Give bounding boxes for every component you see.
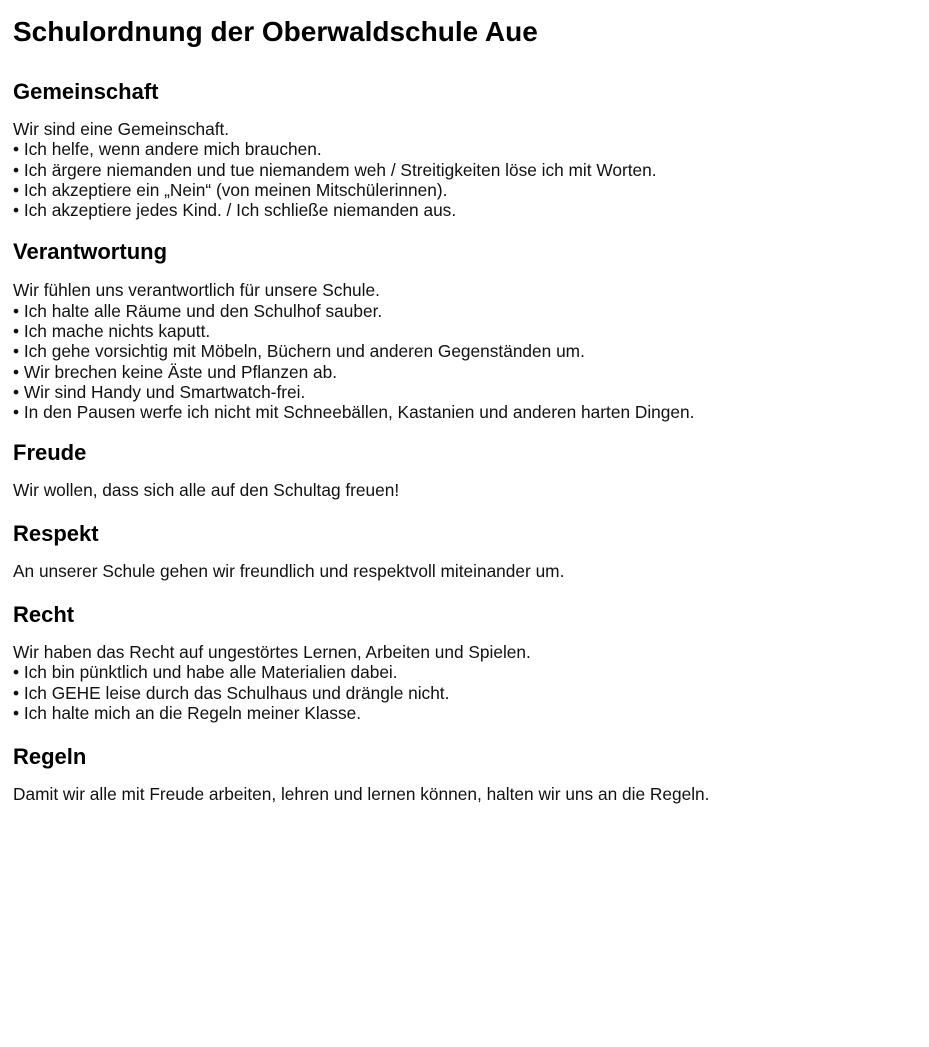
rule-item: • Ich gehe vorsichtig mit Möbeln, Büchern und anderen Gegenständen um. <box>13 341 585 362</box>
section-body <box>13 784 863 804</box>
document-title: Schulordnung der Oberwaldschule Aue <box>13 16 538 47</box>
section-gemeinschaft <box>13 78 916 220</box>
section-respekt <box>13 520 916 581</box>
section-heading: Regeln <box>13 744 87 770</box>
rule-item: • Ich halte alle Räume und den Schulhof sauber. <box>13 300 383 321</box>
section-heading: Gemeinschaft <box>13 79 159 104</box>
section-heading: Verantwortung <box>13 239 168 265</box>
rule-item: • Ich ärgere niemanden und tue niemandem weh / Streitigkeiten löse ich mit Worten. <box>13 159 657 180</box>
section-body <box>13 119 916 220</box>
rule-item: • Wir sind Handy und Smartwatch-frei. <box>13 381 306 402</box>
section-heading: Respekt <box>13 520 99 546</box>
rule-item: • Ich GEHE leise durch das Schulhaus und drängle nicht. <box>13 682 450 703</box>
rule-item: • In den Pausen werfe ich nicht mit Schneebällen, Kastanien und anderen harten Dingen. <box>13 402 695 423</box>
section-body <box>13 642 916 723</box>
section-heading: Freude <box>13 439 87 465</box>
section-intro: Damit wir alle mit Freude arbeiten, lehren und lernen können, halten wir uns an die Regeln. <box>13 784 710 805</box>
section-verantwortung <box>13 238 916 422</box>
section-intro: Wir fühlen uns verantwortlich für unsere Schule. <box>13 280 380 301</box>
section-heading: Recht <box>13 602 75 628</box>
rule-item: • Ich bin pünktlich und habe alle Materialien dabei. <box>13 662 398 683</box>
rule-item: • Ich helfe, wenn andere mich brauchen. <box>13 139 322 160</box>
section-body <box>13 561 916 581</box>
rule-item: • Wir brechen keine Äste und Pflanzen ab. <box>13 361 338 382</box>
rule-item: • Ich halte mich an die Regeln meiner Klasse. <box>13 703 362 724</box>
section-intro: Wir haben das Recht auf ungestörtes Lernen, Arbeiten und Spielen. <box>13 642 531 663</box>
rule-item: • Ich akzeptiere ein „Nein“ (von meinen Mitschülerinnen). <box>13 179 448 200</box>
rule-item: • Ich mache nichts kaputt. <box>13 321 211 342</box>
section-body <box>13 280 916 422</box>
section-intro: Wir sind eine Gemeinschaft. <box>13 119 230 139</box>
rule-item: • Ich akzeptiere jedes Kind. / Ich schließe niemanden aus. <box>13 200 457 221</box>
section-intro: An unserer Schule gehen wir freundlich und respektvoll miteinander um. <box>13 560 565 581</box>
section-regeln <box>13 743 916 804</box>
section-recht <box>13 601 916 723</box>
section-freude <box>13 439 916 500</box>
section-body <box>13 480 916 500</box>
section-intro: Wir wollen, dass sich alle auf den Schultag freuen! <box>13 479 400 500</box>
